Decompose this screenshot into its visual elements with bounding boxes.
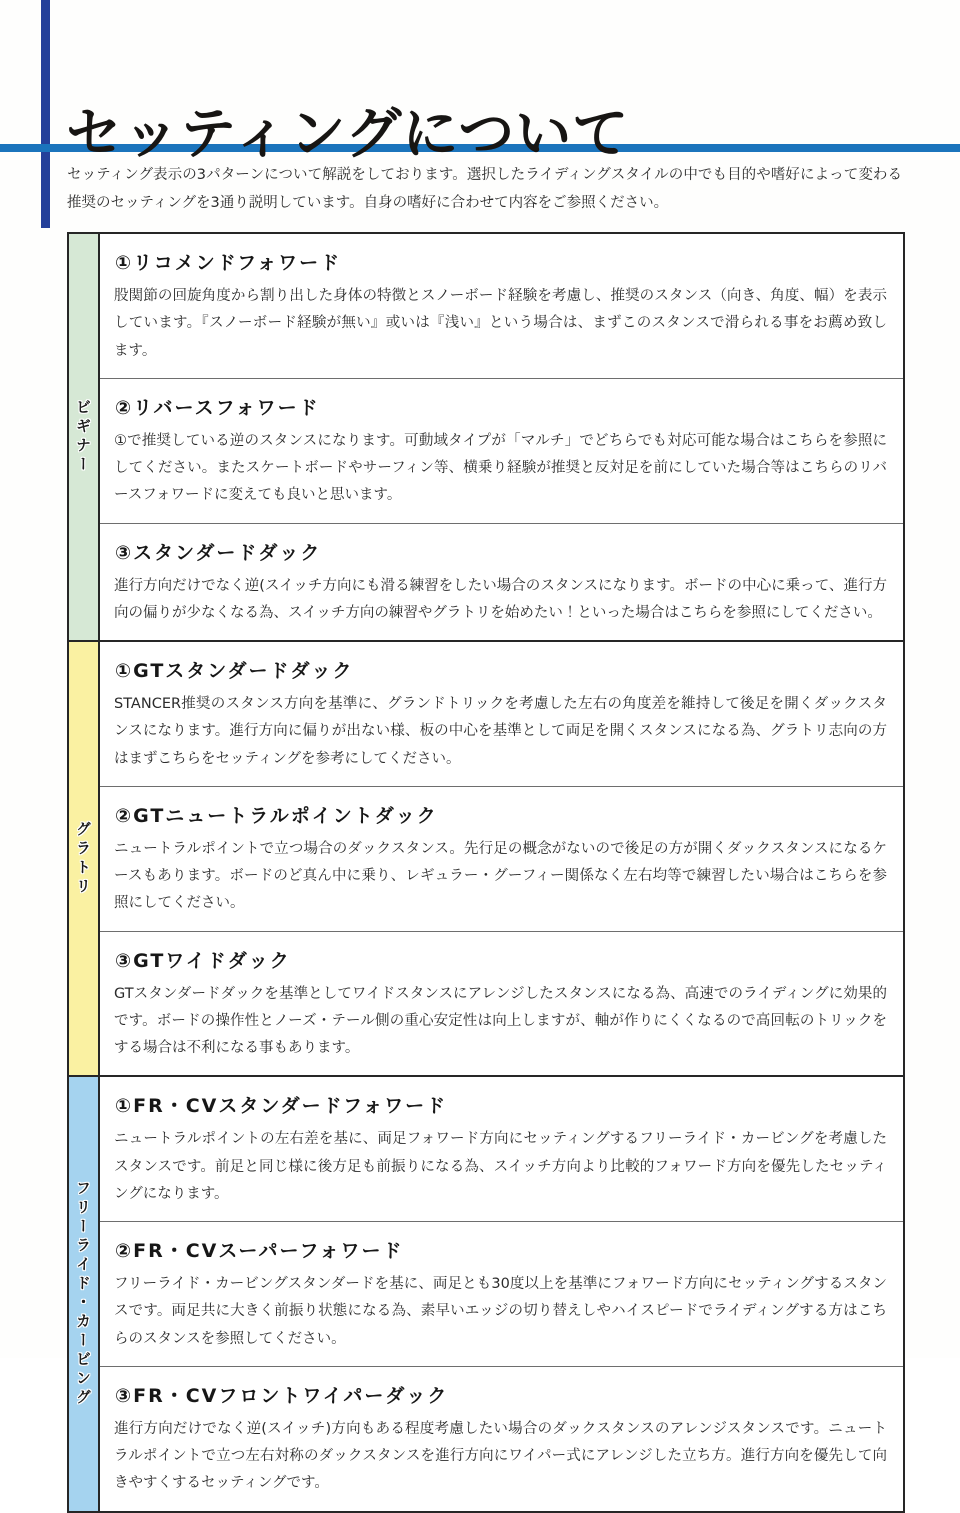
settings-tables	[67, 232, 905, 1513]
item-heading: ②GTニュートラルポイントダック	[115, 804, 438, 827]
section-freeride-items	[100, 1077, 903, 1510]
item-body: ①で推奨している逆のスタンスになります。可動域タイプが「マルチ」でどちらでも対応可能な場合はこちらを参照にしてください。またスケートボードやサーフィン等、横乗り経験が推奨と反対足を前にしていた場合等はこちらのリバースフォワードに変えても良いと思います。	[114, 432, 887, 504]
item-heading: ③GTワイドダック	[115, 949, 291, 972]
page-title: セッティングについて	[66, 101, 630, 167]
section-beginner-items	[100, 234, 903, 640]
section-gratori-band	[69, 642, 100, 1075]
item-heading: ①FR・CVスタンダードフォワード	[115, 1095, 448, 1118]
intro-line-2: 推奨のセッティングを3通り説明しています。自身の嗜好に合わせて内容をご参照ください。	[67, 195, 669, 212]
item-heading: ②FR・CVスーパーフォワード	[115, 1240, 404, 1262]
item-heading: ②リバースフォワード	[115, 396, 320, 419]
item-body: ニュートラルポイントで立つ場合のダックスタンス。先行足の概念がないので後足の方が開くダックスタンスになるケースもあります。ボードのど真ん中に乗り、レギュラー・グーフィー関係なく左右均等で練習したい場合はこちらを参照にしてください。	[114, 840, 887, 912]
section-freeride-label: フリーライド・カービング	[74, 1179, 92, 1408]
intro-line-1: セッティング表示の3パターンについて解説をしております。選択したライディングスタイルの中でも目的や嗜好によって変わる	[67, 167, 902, 183]
list-item	[100, 931, 903, 1076]
item-body: 進行方向だけでなく逆(スイッチ)方向もある程度考慮したい場合のダックスタンスのアレンジスタンスです。ニュートラルポイントで立つ左右対称のダックスタンスを進行方向にワイパー式にアレンジした立ち方。進行方向を優先して向きやすくするセッティングです。	[114, 1420, 887, 1492]
item-heading: ③FR・CVフロントワイパーダック	[115, 1384, 449, 1407]
section-gratori-label: グラトリ	[74, 820, 92, 897]
item-body: STANCER推奨のスタンス方向を基準に、グランドトリックを考慮した左右の角度差を維持して後足を開くダックスタンスになります。進行方向に偏りが出ない様、板の中心を基準として両足を開くスタンスになる為、グラトリ志向の方はまずこちらをセッティングを参考にしてください。	[114, 696, 887, 767]
item-body: ニュートラルポイントの左右差を基に、両足フォワード方向にセッティングするフリーライド・カービングを考慮したスタンスです。前足と同じ様に後方足も前振りになる為、スイッチ方向より比較的フォワード方向を優先したセッティングになります。	[114, 1131, 887, 1202]
section-beginner-label: ビギナー	[74, 399, 92, 475]
item-body: 進行方向だけでなく逆(スイッチ方向にも滑る練習をしたい場合のスタンスになります。ボードの中心に乗って、進行方向の偏りが少なくなる為、スイッチ方向の練習やグラトリを始めたい！といった場合はこちらを参照にしてください。	[114, 577, 887, 621]
intro-text	[67, 161, 902, 218]
section-beginner	[67, 232, 905, 642]
list-item	[100, 378, 903, 523]
list-item	[100, 234, 903, 378]
section-gratori-items	[100, 642, 903, 1075]
section-beginner-band	[69, 234, 100, 640]
list-item	[100, 642, 903, 786]
list-item	[100, 1366, 903, 1511]
item-heading: ③スタンダードダック	[115, 541, 322, 564]
list-item	[100, 1221, 903, 1366]
section-gratori	[67, 640, 905, 1077]
item-body: 股関節の回旋角度から割り出した身体の特徴とスノーボード経験を考慮し、推奨のスタンス（向き、角度、幅）を表示しています。『スノーボード経験が無い』或いは『浅い』という場合は、まずこのスタンスで滑られる事をお薦め致します。	[114, 288, 887, 359]
item-heading: ①GTスタンダードダック	[115, 660, 354, 682]
accent-vertical-bar	[41, 0, 50, 228]
list-item	[100, 523, 903, 641]
list-item	[100, 1077, 903, 1221]
item-heading: ①リコメンドフォワード	[115, 252, 342, 274]
item-body: フリーライド・カービングスタンダードを基に、両足とも30度以上を基準にフォワード方向にセッティングするスタンスです。両足共に大きく前振り状態になる為、素早いエッジの切り替えしやハイスピードでライディングする方はこちらのスタンスを参照してください。	[114, 1276, 887, 1347]
list-item	[100, 786, 903, 931]
section-freeride-carving	[67, 1075, 905, 1512]
section-freeride-band	[69, 1077, 100, 1510]
item-body: GTスタンダードダックを基準としてワイドスタンスにアレンジしたスタンスになる為、高速でのライディングに効果的です。ボードの操作性とノーズ・テール側の重心安定性は向上しますが、軸が作りにくくなるので高回転のトリックをする場合は不利になる事もあります。	[114, 985, 887, 1056]
